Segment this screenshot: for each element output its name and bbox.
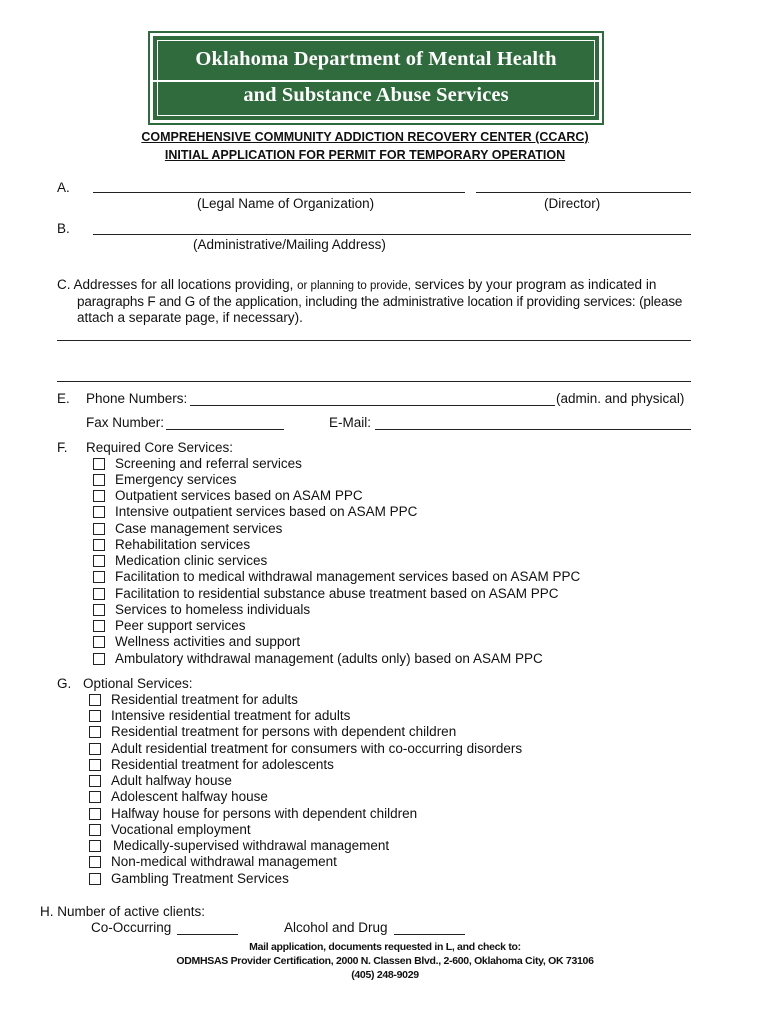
checkbox-residential-adults[interactable] xyxy=(89,694,101,706)
section-c-text-1: C. Addresses for all locations providing, xyxy=(57,277,294,292)
optional-service-label: Gambling Treatment Services xyxy=(111,871,289,886)
section-b-label: B. xyxy=(57,221,70,236)
logo-line-2: and Substance Abuse Services xyxy=(243,84,509,106)
optional-services-heading: Optional Services: xyxy=(83,676,193,691)
mailing-address-field[interactable] xyxy=(93,234,691,235)
optional-service-label: Medically-supervised withdrawal management xyxy=(113,838,390,853)
contact-phone: (405) 248-9029 xyxy=(351,969,419,981)
checkbox-halfway-dependent-children[interactable] xyxy=(89,808,101,820)
section-c-text-2: or planning to provide, xyxy=(297,280,411,292)
phone-field[interactable] xyxy=(190,405,555,406)
mailing-address: ODMHSAS Provider Certification, 2000 N. Classen Blvd., 2-600, Oklahoma City, OK 73106 xyxy=(176,955,594,967)
phone-label: Phone Numbers: xyxy=(86,391,188,406)
section-a-label: A. xyxy=(57,180,70,195)
optional-service-label: Vocational employment xyxy=(111,822,251,837)
optional-service-label: Residential treatment for adults xyxy=(111,692,298,707)
section-h-label: H. Number of active clients: xyxy=(40,904,206,919)
checkbox-intensive-outpatient[interactable] xyxy=(93,506,105,518)
checkbox-screening-referral[interactable] xyxy=(93,458,105,470)
section-c-line-2: paragraphs F and G of the application, including the administrative location if providing services: (please xyxy=(77,294,683,309)
optional-service-label: Halfway house for persons with dependent children xyxy=(111,806,418,821)
checkbox-case-management[interactable] xyxy=(93,523,105,535)
checkbox-residential-facilitation[interactable] xyxy=(93,588,105,600)
alcohol-drug-label: Alcohol and Drug xyxy=(284,920,388,935)
required-service-label: Services to homeless individuals xyxy=(115,602,311,617)
organization-name-caption: (Legal Name of Organization) xyxy=(197,196,375,211)
required-service-label: Case management services xyxy=(115,521,283,536)
section-c-line-3: attach a separate page, if necessary). xyxy=(77,310,303,325)
required-service-label: Intensive outpatient services based on ASAM PPC xyxy=(115,504,418,519)
mailing-address-caption: (Administrative/Mailing Address) xyxy=(193,237,386,252)
checkbox-residential-adolescents[interactable] xyxy=(89,759,101,771)
director-caption: (Director) xyxy=(544,196,601,211)
checkbox-adolescent-halfway[interactable] xyxy=(89,791,101,803)
form-title-line-1: COMPREHENSIVE COMMUNITY ADDICTION RECOVERY CENTER (CCARC) xyxy=(141,130,589,144)
locations-field-line-1[interactable] xyxy=(57,340,691,341)
optional-service-label: Adult halfway house xyxy=(111,773,232,788)
logo-divider xyxy=(153,80,599,82)
required-service-label: Wellness activities and support xyxy=(115,634,301,649)
section-c-line-1 xyxy=(57,277,656,292)
checkbox-peer-support[interactable] xyxy=(93,620,105,632)
phone-suffix: (admin. and physical) xyxy=(556,391,685,406)
checkbox-ambulatory-withdrawal[interactable] xyxy=(93,653,105,665)
alcohol-drug-count-field[interactable] xyxy=(394,934,465,935)
co-occurring-label: Co-Occurring xyxy=(91,920,172,935)
fax-field[interactable] xyxy=(166,429,284,430)
checkbox-emergency[interactable] xyxy=(93,474,105,486)
required-service-label: Medication clinic services xyxy=(115,553,268,568)
required-service-label: Emergency services xyxy=(115,472,237,487)
required-service-label: Peer support services xyxy=(115,618,246,633)
section-e-label: E. xyxy=(57,391,70,406)
checkbox-residential-dependent-children[interactable] xyxy=(89,726,101,738)
required-service-label: Ambulatory withdrawal management (adults only) based on ASAM PPC xyxy=(115,651,543,666)
optional-service-label: Residential treatment for adolescents xyxy=(111,757,334,772)
mailing-instructions: Mail application, documents requested in L, and check to: xyxy=(249,941,521,953)
section-g-label: G. xyxy=(57,676,72,691)
required-service-label: Outpatient services based on ASAM PPC xyxy=(115,488,363,503)
checkbox-intensive-residential[interactable] xyxy=(89,710,101,722)
optional-service-label: Adolescent halfway house xyxy=(111,789,268,804)
checkbox-homeless[interactable] xyxy=(93,604,105,616)
checkbox-co-occurring-residential[interactable] xyxy=(89,743,101,755)
required-services-heading: Required Core Services: xyxy=(86,440,234,455)
fax-label: Fax Number: xyxy=(86,415,165,430)
required-service-label: Screening and referral services xyxy=(115,456,302,471)
required-service-label: Facilitation to medical withdrawal management services based on ASAM PPC xyxy=(115,569,581,584)
checkbox-medication-clinic[interactable] xyxy=(93,555,105,567)
checkbox-gambling-treatment[interactable] xyxy=(89,873,101,885)
section-f-label: F. xyxy=(57,440,68,455)
checkbox-adult-halfway[interactable] xyxy=(89,775,101,787)
checkbox-outpatient[interactable] xyxy=(93,490,105,502)
required-service-label: Facilitation to residential substance abuse treatment based on ASAM PPC xyxy=(115,586,559,601)
optional-service-label: Intensive residential treatment for adults xyxy=(111,708,351,723)
email-label: E-Mail: xyxy=(329,415,372,430)
checkbox-medical-withdrawal[interactable] xyxy=(93,571,105,583)
required-service-label: Rehabilitation services xyxy=(115,537,251,552)
checkbox-non-medical-withdrawal[interactable] xyxy=(89,856,101,868)
checkbox-medically-supervised-withdrawal[interactable] xyxy=(89,840,101,852)
locations-field-line-2[interactable] xyxy=(57,381,691,382)
logo-line-1: Oklahoma Department of Mental Health xyxy=(195,48,557,70)
co-occurring-count-field[interactable] xyxy=(177,934,238,935)
section-c-text-3: services by your program as indicated in xyxy=(414,277,657,292)
optional-service-label: Adult residential treatment for consumers with co-occurring disorders xyxy=(111,741,523,756)
optional-service-label: Residential treatment for persons with dependent children xyxy=(111,724,457,739)
checkbox-vocational[interactable] xyxy=(89,824,101,836)
odmhsas-logo xyxy=(150,33,602,123)
director-field[interactable] xyxy=(476,192,691,193)
organization-name-field[interactable] xyxy=(93,192,465,193)
form-title-line-2: INITIAL APPLICATION FOR PERMIT FOR TEMPORARY OPERATION xyxy=(164,148,566,162)
optional-service-label: Non-medical withdrawal management xyxy=(111,854,337,869)
checkbox-wellness[interactable] xyxy=(93,636,105,648)
email-field[interactable] xyxy=(375,429,691,430)
checkbox-rehabilitation[interactable] xyxy=(93,539,105,551)
